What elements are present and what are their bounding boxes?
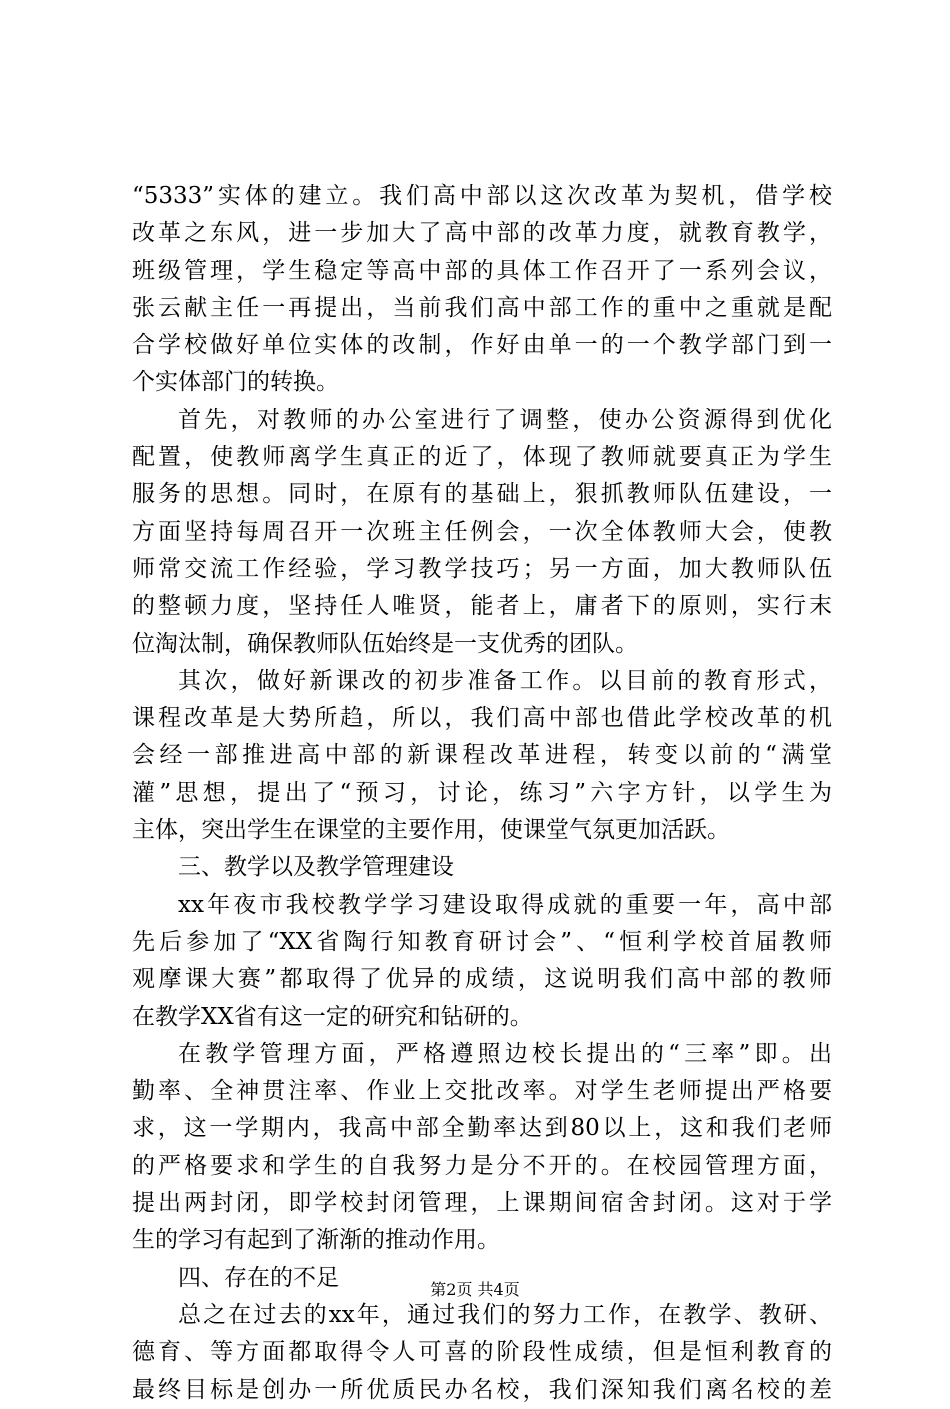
text-line: 首先，对教师的办公室进行了调整，使办公资源得到优化 bbox=[178, 406, 832, 433]
document-body bbox=[132, 178, 832, 1409]
text-line: 服务的思想。同时，在原有的基础上，狠抓教师队伍建设，一 bbox=[132, 481, 832, 508]
text-line: 求，这一学期内，我高中部全勤率达到80以上，这和我们老师 bbox=[132, 1115, 832, 1142]
text-line: 师常交流工作经验，学习教学技巧；另一方面，加大教师队伍 bbox=[132, 555, 832, 582]
text-line: 观摩课大赛”都取得了优异的成绩，这说明我们高中部的教师 bbox=[132, 966, 832, 993]
text-line: 课程改革是大势所趋，所以，我们高中部也借此学校改革的机 bbox=[132, 705, 832, 732]
text-line: 勤率、全神贯注率、作业上交批改率。对学生老师提出严格要 bbox=[132, 1078, 832, 1105]
text-line: 班级管理，学生稳定等高中部的具体工作召开了一系列会议， bbox=[132, 257, 832, 284]
text-line: 最终目标是创办一所优质民办名校，我们深知我们离名校的差 bbox=[132, 1376, 832, 1403]
text-line: 三、教学以及教学管理建设 bbox=[178, 854, 454, 881]
text-line: 方面坚持每周召开一次班主任例会，一次全体教师大会，使教 bbox=[132, 518, 832, 545]
text-line: 在教学管理方面，严格遵照边校长提出的“三率”即。出 bbox=[178, 1040, 832, 1067]
text-line: 生的学习有起到了渐渐的推动作用。 bbox=[132, 1227, 500, 1254]
text-line: 主体，突出学生在课堂的主要作用，使课堂气氛更加活跃。 bbox=[132, 817, 730, 844]
text-line: 在教学XX省有这一定的研究和钻研的。 bbox=[132, 1003, 533, 1030]
text-line: 配置，使教师离学生真正的近了，体现了教师就要真正为学生 bbox=[132, 444, 832, 471]
text-line: 四、存在的不足 bbox=[178, 1264, 339, 1291]
text-line: 先后参加了“XX省陶行知教育研讨会”、“恒利学校首届教师 bbox=[132, 928, 832, 955]
text-line: 的整顿力度，坚持任人唯贤，能者上，庸者下的原则，实行末 bbox=[132, 593, 832, 620]
page-footer: 第2页 共4页 bbox=[430, 1280, 520, 1299]
text-line: 位淘汰制，确保教师队伍始终是一支优秀的团队。 bbox=[132, 630, 638, 657]
text-line: xx年夜市我校教学学习建设取得成就的重要一年，高中部 bbox=[178, 891, 832, 918]
text-line: 总之在过去的xx年，通过我们的努力工作，在教学、教研、 bbox=[178, 1301, 832, 1328]
text-line: 张云献主任一再提出，当前我们高中部工作的重中之重就是配 bbox=[132, 294, 832, 321]
text-line: 灌”思想，提出了“预习，讨论，练习”六字方针，以学生为 bbox=[132, 779, 832, 806]
text-line: 其次，做好新课改的初步准备工作。以目前的教育形式， bbox=[178, 667, 832, 694]
text-line: 个实体部门的转换。 bbox=[132, 369, 339, 396]
text-line: 改革之东风，进一步加大了高中部的改革力度，就教育教学， bbox=[132, 220, 832, 247]
text-line: 提出两封闭，即学校封闭管理，上课期间宿舍封闭。这对于学 bbox=[132, 1190, 832, 1217]
text-line: 会经一部推进高中部的新课程改革进程，转变以前的“满堂 bbox=[132, 742, 832, 769]
text-line: 的严格要求和学生的自我努力是分不开的。在校园管理方面， bbox=[132, 1152, 832, 1179]
text-line: 合学校做好单位实体的改制，作好由单一的一个教学部门到一 bbox=[132, 332, 832, 359]
text-line: “5333”实体的建立。我们高中部以这次改革为契机，借学校 bbox=[132, 183, 832, 209]
text-line: 德育、等方面都取得令人可喜的阶段性成绩，但是恒利教育的 bbox=[132, 1339, 832, 1366]
